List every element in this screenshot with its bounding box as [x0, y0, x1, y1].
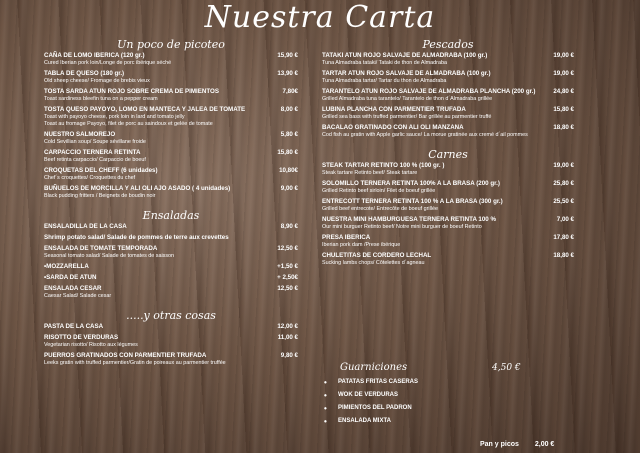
- menu-item: [44, 234, 298, 242]
- menu-item: [322, 124, 574, 139]
- item-description: Grilled sea bass with truffed parmentier/ Bar grillée au parmentier truffé: [322, 114, 492, 120]
- item-name: PUERROS GRATINADOS CON PARMENTIER TRUFADA: [44, 352, 207, 359]
- item-name: CROQUETAS DEL CHEFF (6 unidades): [44, 167, 158, 174]
- item-description: Cold Sevillian soup/ Soupe sévillane froide: [44, 139, 146, 145]
- item-description: Grilled Retinto beef sirloin/ Filet de boeuf grillée: [322, 188, 436, 194]
- menu-item: [44, 149, 298, 164]
- menu-item: [322, 52, 574, 67]
- menu-item: [322, 216, 574, 231]
- menu-item: [322, 70, 574, 85]
- item-price: 12,50 €: [277, 285, 298, 292]
- menu-item: [44, 106, 298, 128]
- item-name: STEAK TARTAR RETINTO 100 % (100 gr. ): [322, 162, 445, 169]
- item-description: Tuna Almadraba tataki/ Tataki de thon de Almadraba: [322, 60, 447, 66]
- bread-line: [480, 440, 554, 450]
- item-name: BACALAO GRATINADO CON ALI OLI MANZANA: [322, 124, 464, 131]
- item-price: 9,80 €: [280, 352, 298, 359]
- item-name: CARPACCIO TERNERA RETINTA: [44, 149, 141, 156]
- item-description: Toast with payoyo cheese, pork loin in lard and tomato jelly: [44, 114, 185, 120]
- item-price: 18,80 €: [553, 124, 574, 131]
- menu-item: [322, 198, 574, 213]
- item-price: 15,90 €: [277, 52, 298, 59]
- menu-title: Nuestra Carta: [204, 0, 436, 35]
- item-description: Cod fish au gratin with Apple garlic sauce/ La morue gratinée aux cremé d´ail pommes: [322, 132, 528, 138]
- item-name: TABLA DE QUESO (180 gr.): [44, 70, 125, 77]
- item-description: Toast sardiness bleefin tuna on a pepper cream: [44, 96, 158, 102]
- guarniciones-section: [322, 362, 522, 428]
- item-name: •MOZZARELLA: [44, 263, 89, 270]
- item-price: 19,00 €: [553, 52, 574, 59]
- bread-price: 2,00 €: [534, 441, 555, 448]
- menu-item: [44, 52, 298, 67]
- item-name: TARANTELO ATUN ROJO SALVAJE DE ALMADRABA PLANCHA (200 gr.): [322, 88, 536, 95]
- item-price: 15,80 €: [553, 106, 574, 113]
- item-description: Beef retinta carpaccio/ Carpaccio de boeuf: [44, 157, 146, 163]
- menu-item: [44, 223, 298, 231]
- menu-item: [44, 323, 298, 331]
- item-description: Old sheep cheese/ Fromage de brebis vieux: [44, 78, 150, 84]
- item-price: 7,80€: [282, 88, 298, 95]
- menu-item: [44, 245, 298, 260]
- menu-item: [44, 334, 298, 349]
- menu-item: [44, 185, 298, 200]
- menu-item: [44, 167, 298, 182]
- item-price: 8,90 €: [280, 223, 298, 230]
- section-title: Un poco de picoteo: [117, 38, 225, 51]
- item-name: Shrimp potato salad/ Salade de pommes de terre aux crevettes: [44, 234, 229, 241]
- item-name: RISOTTO DE VERDURAS: [44, 334, 119, 341]
- menu-item: [44, 131, 298, 146]
- side-dish-item: • PIMIENTOS DEL PADRON: [322, 402, 522, 415]
- item-price: 19,00 €: [553, 162, 574, 169]
- item-price: + 2,50€: [277, 274, 298, 281]
- item-description: Leeks gratin with truffed parmentier/Gratin de poireaux au parmentier truffée: [44, 360, 226, 366]
- menu-item: [44, 88, 298, 103]
- item-description: Iberian pork dam /Prese ibérique: [322, 242, 401, 248]
- item-description: Cured Iberian pork loin/Longe de porc ibérique séché: [44, 60, 172, 66]
- item-price: 7,00 €: [556, 216, 574, 223]
- item-description: Grilled Almadraba tuna tarantelo/ Tarantelo de thon d´Almadraba grillée: [322, 96, 493, 102]
- section-title: Pescados: [422, 38, 474, 51]
- item-name: TARTAR ATUN ROJO SALVAJE DE ALMADRABA (100 gr.): [322, 70, 491, 77]
- item-name: SOLOMILLO TERNERA RETINTA 100% A LA BRASA (200 gr.): [322, 180, 500, 187]
- menu-item: [322, 162, 574, 177]
- item-price: 11,00 €: [277, 334, 298, 341]
- item-name: ENSALADA CESAR: [44, 285, 102, 292]
- menu-item: [322, 180, 574, 195]
- item-price: 24,80 €: [553, 88, 574, 95]
- item-name: •SARDA DE ATUN: [44, 274, 97, 281]
- bread-label: Pan y picos: [480, 441, 519, 448]
- item-name: CAÑA DE LOMO IBERICA (120 gr.): [44, 52, 145, 59]
- item-description: Seasonal tomato salad/ Salade de tomates de saisson: [44, 253, 175, 259]
- item-price: 12,00 €: [277, 323, 298, 330]
- item-price: 19,00 €: [553, 70, 574, 77]
- menu-item: [322, 106, 574, 121]
- item-description: Sucking lambs chops/ Côtelettes d´agneau: [322, 260, 425, 266]
- menu-item: [44, 352, 298, 367]
- menu-item: [322, 234, 574, 249]
- item-price: 12,50 €: [277, 245, 298, 252]
- item-name: LUBINA PLANCHA CON PARMENTIER TRUFADA: [322, 106, 466, 113]
- item-name: PASTA DE LA CASA: [44, 323, 104, 330]
- item-description: Our mini burguer Retinto beef/ Notre mini burguer de boeuf Retinto: [322, 224, 482, 230]
- guarniciones-title: Guarniciones: [340, 362, 408, 373]
- menu-item: [44, 274, 298, 282]
- item-price: 15,80 €: [277, 149, 298, 156]
- item-description: Black pudding fritters / Beignets de boudin noir: [44, 193, 156, 199]
- item-name: CHULETITAS DE CORDERO LECHAL: [322, 252, 432, 259]
- item-description: Toast au fromage Payoyo, filet de porc au saindoux et gelée de tomate: [44, 121, 213, 127]
- guarniciones-list: [322, 376, 522, 428]
- item-price: 17,80 €: [553, 234, 574, 241]
- right-column: [322, 38, 574, 276]
- menu-item: [44, 263, 298, 271]
- side-dish-item: • ENSALADA MIXTA: [322, 415, 522, 428]
- item-name: TOSTA SARDA ATUN ROJO SOBRE CREMA DE PIMIENTOS: [44, 88, 219, 95]
- item-description: Tuna Almadraba tartar/ Tartar du thon de Almadraba: [322, 78, 447, 84]
- menu-item: [44, 70, 298, 85]
- item-description: Chef´s croquettes/ Croquettes du chef: [44, 175, 136, 181]
- side-dish-item: • WOK DE VERDURAS: [322, 389, 522, 402]
- menu-item: [322, 88, 574, 103]
- item-price: 25,80 €: [553, 180, 574, 187]
- section-title: .....y otras cosas: [126, 309, 216, 322]
- left-column: [44, 38, 298, 376]
- guarniciones-price: 4,50 €: [492, 363, 521, 373]
- item-description: Grilled beef entrecote/ Entrecôte de boeuf grillée: [322, 206, 438, 212]
- item-description: Steak tartare Retinto beef/ Steak tartare: [322, 170, 418, 176]
- section-title: Ensaladas: [142, 209, 200, 222]
- item-description: Caesar Salad/ Salade cesar: [44, 293, 112, 299]
- item-price: +1,50 €: [277, 263, 298, 270]
- menu-item: [322, 252, 574, 267]
- item-price: 9,00 €: [280, 185, 298, 192]
- item-description: Vegetarian risotto/ Risotto aux légumes: [44, 342, 138, 348]
- item-name: ENTRECOTT TERNERA RETINTA 100 % A LA BRASA (300 gr.): [322, 198, 503, 205]
- item-price: 5,80 €: [280, 131, 298, 138]
- item-price: 25,50 €: [553, 198, 574, 205]
- side-dish-item: • PATATAS FRITAS CASERAS: [322, 376, 522, 389]
- item-price: 18,80 €: [553, 252, 574, 259]
- item-name: NUESTRA MINI HAMBURGUESA TERNERA RETINTA 100 %: [322, 216, 496, 223]
- item-name: TOSTA QUESO PAYOYO, LOMO EN MANTECA Y JALEA DE TOMATE: [44, 106, 246, 113]
- item-name: PRESA IBERICA: [322, 234, 371, 241]
- section-title: Carnes: [428, 148, 468, 161]
- item-price: 13,90 €: [277, 70, 298, 77]
- item-price: 8,00 €: [280, 106, 298, 113]
- menu-item: [44, 285, 298, 300]
- item-name: ENSALADA DE TOMATE TEMPORADA: [44, 245, 158, 252]
- item-name: BUÑUELOS DE MORCILLA Y ALI OLI AJO ASADO ( 4 unidades): [44, 185, 231, 192]
- item-price: 10,80€: [279, 167, 298, 174]
- item-name: ENSALADILLA DE LA CASA: [44, 223, 127, 230]
- item-name: NUESTRO SALMOREJO: [44, 131, 116, 138]
- item-name: TATAKI ATUN ROJO SALVAJE DE ALMADRABA (100 gr.): [322, 52, 488, 59]
